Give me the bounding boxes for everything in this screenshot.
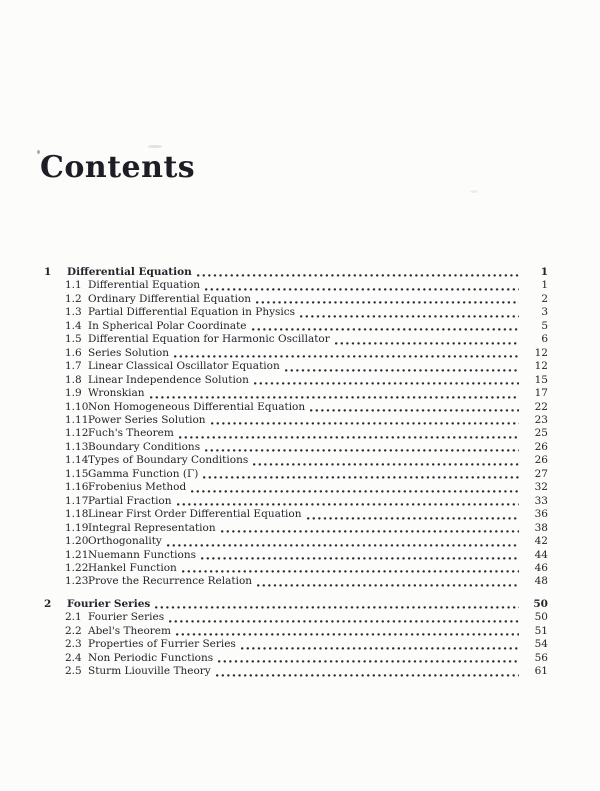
section-row xyxy=(44,611,548,624)
entry-number: 1.14 xyxy=(65,454,89,467)
entry-page: 15 xyxy=(534,373,548,386)
dot-leader xyxy=(254,382,519,385)
entry-page: 26 xyxy=(534,454,548,467)
entry-page: 42 xyxy=(534,535,548,548)
dot-leader xyxy=(167,544,519,547)
entry-number: 1.11 xyxy=(65,413,89,426)
entry-number: 1.9 xyxy=(65,387,82,400)
entry-title: Nuemann Functions xyxy=(88,548,196,561)
entry-page: 12 xyxy=(534,346,548,359)
entry-number: 1.4 xyxy=(65,319,82,332)
entry-page: 33 xyxy=(534,494,548,507)
entry-title: Non Homogeneous Differential Equation xyxy=(88,400,306,413)
dot-leader xyxy=(182,570,519,573)
entry-number: 2 xyxy=(44,597,52,610)
entry-number: 1.6 xyxy=(65,346,82,359)
section-row xyxy=(44,293,548,306)
scan-smudge xyxy=(148,145,162,148)
entry-number: 2.1 xyxy=(65,611,82,624)
entry-title: Frobenius Method xyxy=(88,481,187,494)
entry-page: 17 xyxy=(534,387,548,400)
entry-title: Orthogonality xyxy=(88,535,162,548)
entry-title: Non Periodic Functions xyxy=(88,651,214,664)
entry-page: 27 xyxy=(534,467,548,480)
entry-page: 3 xyxy=(541,306,548,319)
dot-leader xyxy=(201,557,519,560)
entry-number: 1.2 xyxy=(65,292,82,305)
entry-page: 36 xyxy=(534,508,548,521)
dot-leader xyxy=(191,490,519,493)
entry-number: 1.10 xyxy=(65,400,89,413)
section-row xyxy=(44,333,548,346)
section-row xyxy=(44,549,548,562)
entry-page: 50 xyxy=(534,611,548,624)
entry-title: Power Series Solution xyxy=(88,413,206,426)
dot-leader xyxy=(197,274,519,277)
chapter-block xyxy=(44,266,548,589)
entry-number: 1.20 xyxy=(65,535,89,548)
dot-leader xyxy=(179,436,519,439)
entry-title: Sturm Liouville Theory xyxy=(88,665,211,678)
entry-page: 38 xyxy=(534,521,548,534)
dot-leader xyxy=(205,288,519,291)
entry-page: 51 xyxy=(534,624,548,637)
entry-page: 46 xyxy=(534,561,548,574)
entry-number: 1.22 xyxy=(65,561,89,574)
entry-title: Types of Boundary Conditions xyxy=(88,454,249,467)
dot-leader xyxy=(211,422,519,425)
entry-title: In Spherical Polar Coordinate xyxy=(88,319,247,332)
entry-page: 1 xyxy=(540,266,548,278)
entry-title: Partial Differential Equation in Physics xyxy=(88,306,296,319)
entry-title: Gamma Function (Γ) xyxy=(88,467,199,480)
entry-title: Ordinary Differential Equation xyxy=(88,292,252,305)
dot-leader xyxy=(241,647,519,650)
entry-title: Series Solution xyxy=(88,346,170,359)
entry-number: 1.1 xyxy=(65,279,82,292)
section-row xyxy=(44,320,548,333)
entry-title: Linear First Order Differential Equation xyxy=(88,508,302,521)
section-row xyxy=(44,481,548,494)
dot-leader xyxy=(155,606,519,609)
entry-number: 1.23 xyxy=(65,575,89,588)
dot-leader xyxy=(203,476,519,479)
entry-number: 1.5 xyxy=(65,333,82,346)
entry-title: Differential Equation xyxy=(67,266,192,278)
section-row xyxy=(44,625,548,638)
entry-page: 56 xyxy=(534,651,548,664)
entry-title: Fuch's Theorem xyxy=(88,427,174,440)
entry-title: Differential Equation for Harmonic Oscillator xyxy=(88,333,330,346)
section-row xyxy=(44,468,548,481)
toc-list xyxy=(44,266,548,679)
dot-leader xyxy=(205,449,519,452)
dot-leader xyxy=(310,409,519,412)
dot-leader xyxy=(335,342,519,345)
section-row xyxy=(44,414,548,427)
dot-leader xyxy=(307,517,519,520)
dot-leader xyxy=(174,355,519,358)
section-row xyxy=(44,495,548,508)
entry-page: 48 xyxy=(534,575,548,588)
dot-leader xyxy=(169,620,519,623)
section-row xyxy=(44,562,548,575)
page-title: Contents xyxy=(40,150,196,185)
entry-number: 1.21 xyxy=(65,548,89,561)
entry-title: Partial Fraction xyxy=(88,494,172,507)
dot-leader xyxy=(252,328,519,331)
entry-page: 5 xyxy=(541,319,548,332)
entry-title: Linear Classical Oscillator Equation xyxy=(88,360,280,373)
section-row xyxy=(44,508,548,521)
entry-number: 2.3 xyxy=(65,638,82,651)
entry-number: 2.5 xyxy=(65,665,82,678)
entry-title: Integral Representation xyxy=(88,521,216,534)
entry-title: Hankel Function xyxy=(88,561,177,574)
entry-title: Fourier Series xyxy=(67,597,151,610)
entry-title: Fourier Series xyxy=(88,611,165,624)
entry-page: 26 xyxy=(534,440,548,453)
dot-leader xyxy=(216,674,519,677)
entry-title: Differential Equation xyxy=(88,279,201,292)
entry-number: 1.15 xyxy=(65,467,89,480)
dot-leader xyxy=(176,633,519,636)
dot-leader xyxy=(256,301,519,304)
section-row xyxy=(44,652,548,665)
entry-number: 1.3 xyxy=(65,306,82,319)
section-row xyxy=(44,522,548,535)
entry-title: Prove the Recurrence Relation xyxy=(88,575,253,588)
entry-page: 2 xyxy=(541,292,548,305)
section-row xyxy=(44,347,548,360)
dot-leader xyxy=(177,503,519,506)
section-row xyxy=(44,387,548,400)
dot-leader xyxy=(257,584,519,587)
section-row xyxy=(44,374,548,387)
entry-title: Boundary Conditions xyxy=(88,440,201,453)
entry-number: 1.7 xyxy=(65,360,82,373)
entry-number: 1.8 xyxy=(65,373,82,386)
entry-number: 1.16 xyxy=(65,481,89,494)
entry-page: 61 xyxy=(534,665,548,678)
entry-page: 1 xyxy=(541,279,548,292)
section-row xyxy=(44,401,548,414)
entry-number: 1 xyxy=(44,266,52,278)
entry-number: 1.12 xyxy=(65,427,89,440)
entry-number: 2.2 xyxy=(65,624,82,637)
chapter-row xyxy=(44,266,548,279)
entry-page: 6 xyxy=(541,333,548,346)
dot-leader xyxy=(221,530,519,533)
entry-number: 1.19 xyxy=(65,521,89,534)
entry-page: 22 xyxy=(534,400,548,413)
section-row xyxy=(44,441,548,454)
chapter-row xyxy=(44,598,548,611)
dot-leader xyxy=(253,463,519,466)
entry-page: 32 xyxy=(534,481,548,494)
section-row xyxy=(44,306,548,319)
section-row xyxy=(44,279,548,292)
dot-leader xyxy=(300,315,519,318)
entry-page: 54 xyxy=(534,638,548,651)
section-row xyxy=(44,575,548,588)
entry-title: Linear Independence Solution xyxy=(88,373,249,386)
chapter-block xyxy=(44,598,548,679)
section-row xyxy=(44,427,548,440)
section-row xyxy=(44,638,548,651)
section-row xyxy=(44,360,548,373)
section-row xyxy=(44,535,548,548)
section-row xyxy=(44,665,548,678)
entry-title: Properties of Furrier Series xyxy=(88,638,236,651)
entry-page: 23 xyxy=(534,413,548,426)
entry-page: 12 xyxy=(534,360,548,373)
dot-leader xyxy=(150,396,519,399)
entry-title: Abel's Theorem xyxy=(88,624,171,637)
section-row xyxy=(44,454,548,467)
entry-title: Wronskian xyxy=(88,387,145,400)
dot-leader xyxy=(218,660,519,663)
entry-page: 44 xyxy=(534,548,548,561)
entry-page: 25 xyxy=(534,427,548,440)
dot-leader xyxy=(285,369,519,372)
entry-number: 1.13 xyxy=(65,440,89,453)
entry-number: 1.17 xyxy=(65,494,89,507)
entry-page: 50 xyxy=(533,597,548,610)
entry-number: 1.18 xyxy=(65,508,89,521)
entry-number: 2.4 xyxy=(65,651,82,664)
scan-smudge xyxy=(470,190,478,193)
